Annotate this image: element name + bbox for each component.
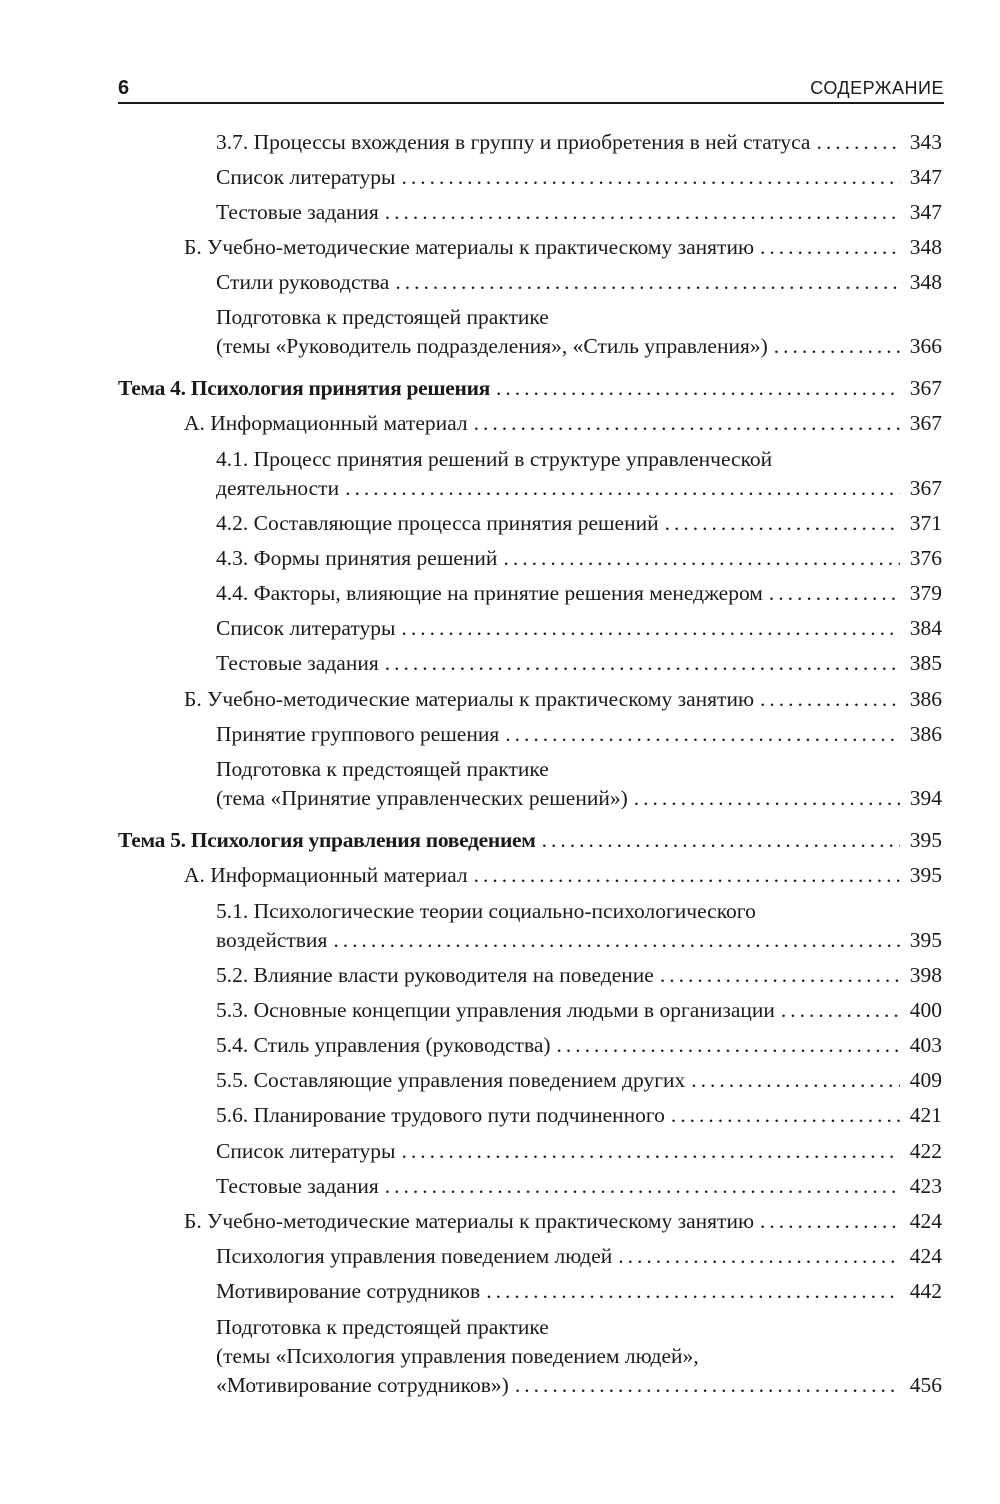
page-number: 6 — [118, 77, 130, 99]
toc-entry-title-line: 4.1. Процесс принятия решений в структуре управленческой — [216, 447, 773, 471]
toc-entry-references — [216, 163, 942, 192]
toc-entry-title: Тема 4. Психология принятия решения — [118, 376, 491, 400]
toc-entry-title-line: 5.1. Психологические теории социально-психологического — [216, 899, 756, 923]
toc-entry-title: 4.2. Составляющие процесса принятия решений — [216, 511, 659, 535]
toc-entry-title: Список литературы — [216, 616, 396, 640]
toc-entry-title: воздействия — [216, 928, 328, 952]
toc-entry-page: 379 — [909, 581, 942, 605]
toc-entry-title: 5.4. Стиль управления (руководства) — [216, 1033, 551, 1057]
toc-entry-5-6 — [216, 1101, 942, 1130]
toc-entry-page: 409 — [909, 1068, 942, 1092]
toc-entry-page: 367 — [909, 476, 942, 500]
toc-entry-page: 423 — [909, 1174, 942, 1198]
toc-entry-5-5 — [216, 1066, 942, 1095]
toc-entry-topic-4 — [118, 374, 942, 403]
toc-entry-practice-prep — [216, 755, 942, 813]
toc-entry-page: 366 — [909, 334, 942, 358]
toc-entry-section-b — [184, 685, 942, 714]
toc-entry-page: 424 — [909, 1244, 942, 1268]
toc-entry-references — [216, 1137, 942, 1166]
toc-entry-page: 384 — [909, 616, 942, 640]
toc-entry-title: Мотивирование сотрудников — [216, 1279, 481, 1303]
toc-entry-4-4 — [216, 579, 942, 608]
toc-entry-practice-prep — [216, 303, 942, 361]
toc-entry-page: 386 — [909, 687, 942, 711]
toc-entry-page: 371 — [909, 511, 942, 535]
running-title: СОДЕРЖАНИЕ — [810, 78, 944, 98]
toc-entry-title: Тестовые задания — [216, 651, 379, 675]
toc-entry-page: 347 — [909, 165, 942, 189]
toc-entry-title: Тестовые задания — [216, 200, 379, 224]
toc-entry-section-a — [184, 861, 942, 890]
toc-entry-page: 395 — [909, 928, 942, 952]
toc-entry-page: 385 — [909, 651, 942, 675]
toc-entry-page: 421 — [909, 1103, 942, 1127]
toc-entry-title: 5.5. Составляющие управления поведением других — [216, 1068, 686, 1092]
toc-entry-page: 376 — [909, 546, 942, 570]
toc-entry-page: 403 — [909, 1033, 942, 1057]
toc-entry-page: 367 — [909, 411, 942, 435]
toc-entry-title: Б. Учебно-методические материалы к практическому занятию — [184, 1209, 755, 1233]
toc-entry-title-line: Подготовка к предстоящей практике — [216, 305, 549, 329]
toc-entry-title: 5.6. Планирование трудового пути подчиненного — [216, 1103, 665, 1127]
toc-entry-title: «Мотивирование сотрудников») — [216, 1373, 509, 1397]
toc-entry-title: (темы «Руководитель подразделения», «Стиль управления») — [216, 334, 768, 358]
toc-entry-page: 367 — [909, 376, 942, 400]
toc-entry-practice-prep — [216, 1313, 942, 1400]
toc-entry-section-a — [184, 409, 942, 438]
toc-entry-tests — [216, 198, 942, 227]
toc-entry-5-3 — [216, 996, 942, 1025]
toc-entry-5-1 — [216, 897, 942, 955]
toc-entry-topic-5 — [118, 826, 942, 855]
toc-entry-4-2 — [216, 509, 942, 538]
toc-entry-title: Принятие группового решения — [216, 722, 500, 746]
toc-entry-tests — [216, 649, 942, 678]
toc-entry-page: 395 — [909, 863, 942, 887]
toc-entry-5-4 — [216, 1031, 942, 1060]
toc-entry-title: А. Информационный материал — [184, 863, 468, 887]
toc-entry-title: Список литературы — [216, 1139, 396, 1163]
toc-entry-page: 398 — [909, 963, 942, 987]
toc-entry-title: Тестовые задания — [216, 1174, 379, 1198]
toc-entry-title: Б. Учебно-методические материалы к практическому занятию — [184, 235, 755, 259]
toc-entry-behavior-management — [216, 1242, 942, 1271]
toc-entry-title: 5.3. Основные концепции управления людьми в организации — [216, 998, 775, 1022]
toc-entry-page: 386 — [909, 722, 942, 746]
toc-entry-page: 400 — [909, 998, 942, 1022]
toc-entry-4-1 — [216, 445, 942, 503]
toc-entry-page: 348 — [909, 270, 942, 294]
toc-entry-page: 424 — [909, 1209, 942, 1233]
toc-entry-title: 4.3. Формы принятия решений — [216, 546, 498, 570]
toc-entry-page: 394 — [909, 786, 942, 810]
toc-entry-page: 456 — [909, 1373, 942, 1397]
toc-entry-title: 3.7. Процессы вхождения в группу и приобретения в ней статуса — [216, 130, 811, 154]
toc-entry-title: 4.4. Факторы, влияющие на принятие решения менеджером — [216, 581, 763, 605]
toc-entry-3-7 — [216, 128, 942, 157]
toc-entry-title: деятельности — [216, 476, 340, 500]
toc-entry-tests — [216, 1172, 942, 1201]
toc-entry-page: 442 — [909, 1279, 942, 1303]
toc-entry-page: 347 — [909, 200, 942, 224]
toc-entry-title: Тема 5. Психология управления поведением — [118, 828, 536, 852]
toc-entry-page: 343 — [909, 130, 942, 154]
toc-entry-title: Психология управления поведением людей — [216, 1244, 613, 1268]
toc-entry-title: 5.2. Влияние власти руководителя на поведение — [216, 963, 654, 987]
toc-entry-page: 422 — [909, 1139, 942, 1163]
toc-entry-section-b — [184, 233, 942, 262]
toc-entry-page: 348 — [909, 235, 942, 259]
toc-entry-title: Список литературы — [216, 165, 396, 189]
toc-entry-references — [216, 614, 942, 643]
toc-entry-page: 395 — [909, 828, 942, 852]
toc-entry-4-3 — [216, 544, 942, 573]
toc-entry-title-line: Подготовка к предстоящей практике — [216, 1315, 549, 1339]
toc-entry-title-line: (темы «Психология управления поведением людей», — [216, 1344, 699, 1368]
toc-entry-title: Б. Учебно-методические материалы к практическому занятию — [184, 687, 755, 711]
toc-entry-title: Стили руководства — [216, 270, 390, 294]
toc-entry-group-decision — [216, 720, 942, 749]
toc-entry-title: А. Информационный материал — [184, 411, 468, 435]
toc-entry-motivation — [216, 1277, 942, 1306]
toc-entry-section-b — [184, 1207, 942, 1236]
toc-entry-5-2 — [216, 961, 942, 990]
toc-entry-leadership-styles — [216, 268, 942, 297]
toc-entry-title-line: Подготовка к предстоящей практике — [216, 757, 549, 781]
toc-entry-title: (тема «Принятие управленческих решений») — [216, 786, 628, 810]
